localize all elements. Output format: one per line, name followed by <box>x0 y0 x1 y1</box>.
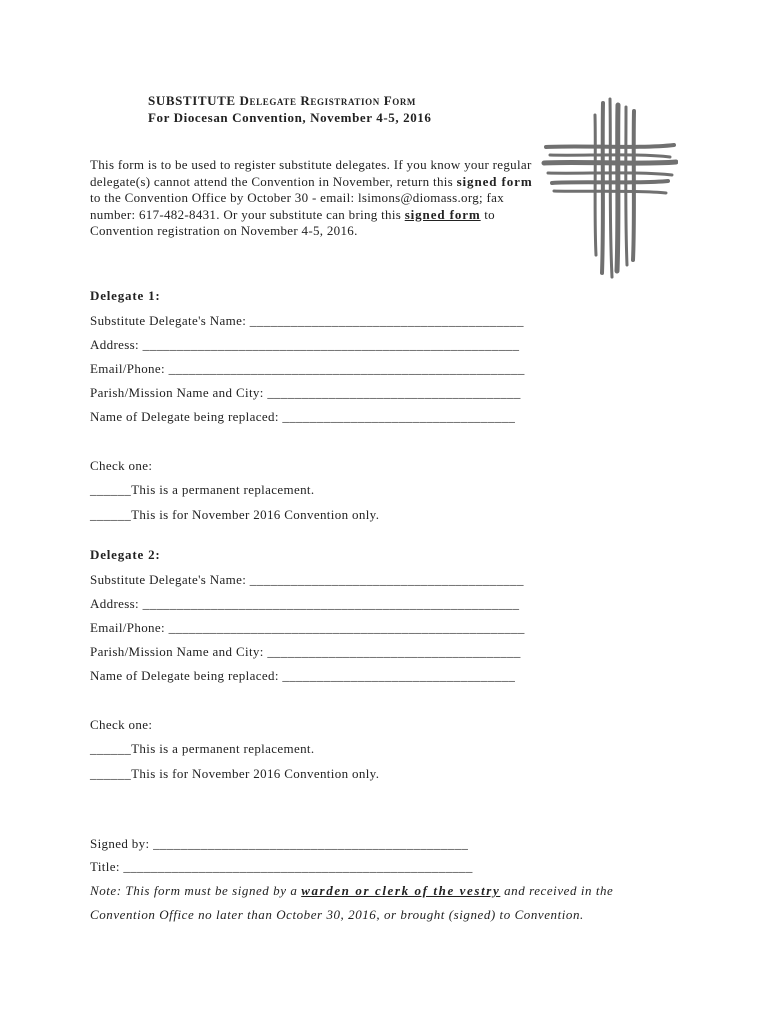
delegate2-email-phone-field[interactable]: Email/Phone: ____________________________________________________ <box>90 620 525 635</box>
cross-stroke <box>633 111 634 260</box>
cross-stroke <box>554 191 666 193</box>
delegate1-address-field[interactable]: Address: _______________________________________________________ <box>90 337 520 352</box>
intro-text: to Convention registration on November 4-5, 2016. <box>90 206 495 239</box>
delegate1-email-phone-field[interactable]: Email/Phone: ____________________________________________________ <box>90 361 525 376</box>
delegate2-parish-field[interactable]: Parish/Mission Name and City: _____________________________________ <box>90 644 521 659</box>
signed-form-emphasis: signed form <box>404 206 481 222</box>
title-subline: For Diocesan Convention, November 4-5, 2016 <box>148 110 432 125</box>
delegate1-option-convention-only[interactable]: ______This is for November 2016 Convention only. <box>90 507 380 522</box>
delegate2-address-field[interactable]: Address: _______________________________________________________ <box>90 596 520 611</box>
woven-cross-icon <box>540 95 678 280</box>
note-line-2: Convention Office no later than October 30, 2016, or brought (signed) to Convention. <box>90 907 584 922</box>
cross-stroke <box>595 115 596 255</box>
form-title <box>148 92 432 126</box>
note-text: and received in the <box>500 883 614 898</box>
intro-paragraph <box>90 157 538 240</box>
cross-stroke <box>610 99 612 277</box>
cross-stroke <box>552 181 668 183</box>
signed-form-emphasis: signed form <box>456 173 533 189</box>
cross-stroke <box>617 105 618 271</box>
cross-stroke <box>602 103 603 273</box>
delegate2-heading: Delegate 2: <box>90 547 161 562</box>
cross-stroke <box>546 145 674 147</box>
note-text: Note: This form must be signed by a <box>90 883 302 898</box>
intro-text: This form is to be used to register substitute delegates. If you know your regular delegate(s) cannot attend the Convention in November, return this <box>90 157 532 189</box>
delegate1-check-label: Check one: <box>90 458 153 473</box>
delegate2-option-permanent[interactable]: ______This is a permanent replacement. <box>90 741 315 756</box>
delegate1-option-permanent[interactable]: ______This is a permanent replacement. <box>90 482 315 497</box>
intro-text: to the Convention Office by October 30 - email: lsimons@diomass.org; fax number: 617-482-8431. Or your substitute can bring this <box>90 190 504 222</box>
delegate2-name-field[interactable]: Substitute Delegate's Name: ________________________________________ <box>90 572 524 587</box>
title-field[interactable]: Title: ___________________________________________________ <box>90 859 473 874</box>
delegate2-option-convention-only[interactable]: ______This is for November 2016 Convention only. <box>90 766 380 781</box>
signed-by-field[interactable]: Signed by: ______________________________________________ <box>90 836 469 851</box>
note-line-1 <box>90 883 613 899</box>
cross-stroke <box>626 107 627 265</box>
note-emphasis: warden or clerk of the vestry <box>301 883 501 898</box>
delegate2-replaced-field[interactable]: Name of Delegate being replaced: __________________________________ <box>90 668 516 683</box>
delegate1-parish-field[interactable]: Parish/Mission Name and City: _____________________________________ <box>90 385 521 400</box>
delegate2-check-label: Check one: <box>90 717 153 732</box>
delegate1-replaced-field[interactable]: Name of Delegate being replaced: __________________________________ <box>90 409 516 424</box>
cross-stroke <box>544 162 676 163</box>
title-word: SUBSTITUTE <box>148 93 236 108</box>
title-rest: Delegate Registration Form <box>239 93 417 108</box>
delegate1-name-field[interactable]: Substitute Delegate's Name: ________________________________________ <box>90 313 524 328</box>
delegate1-heading: Delegate 1: <box>90 288 161 303</box>
